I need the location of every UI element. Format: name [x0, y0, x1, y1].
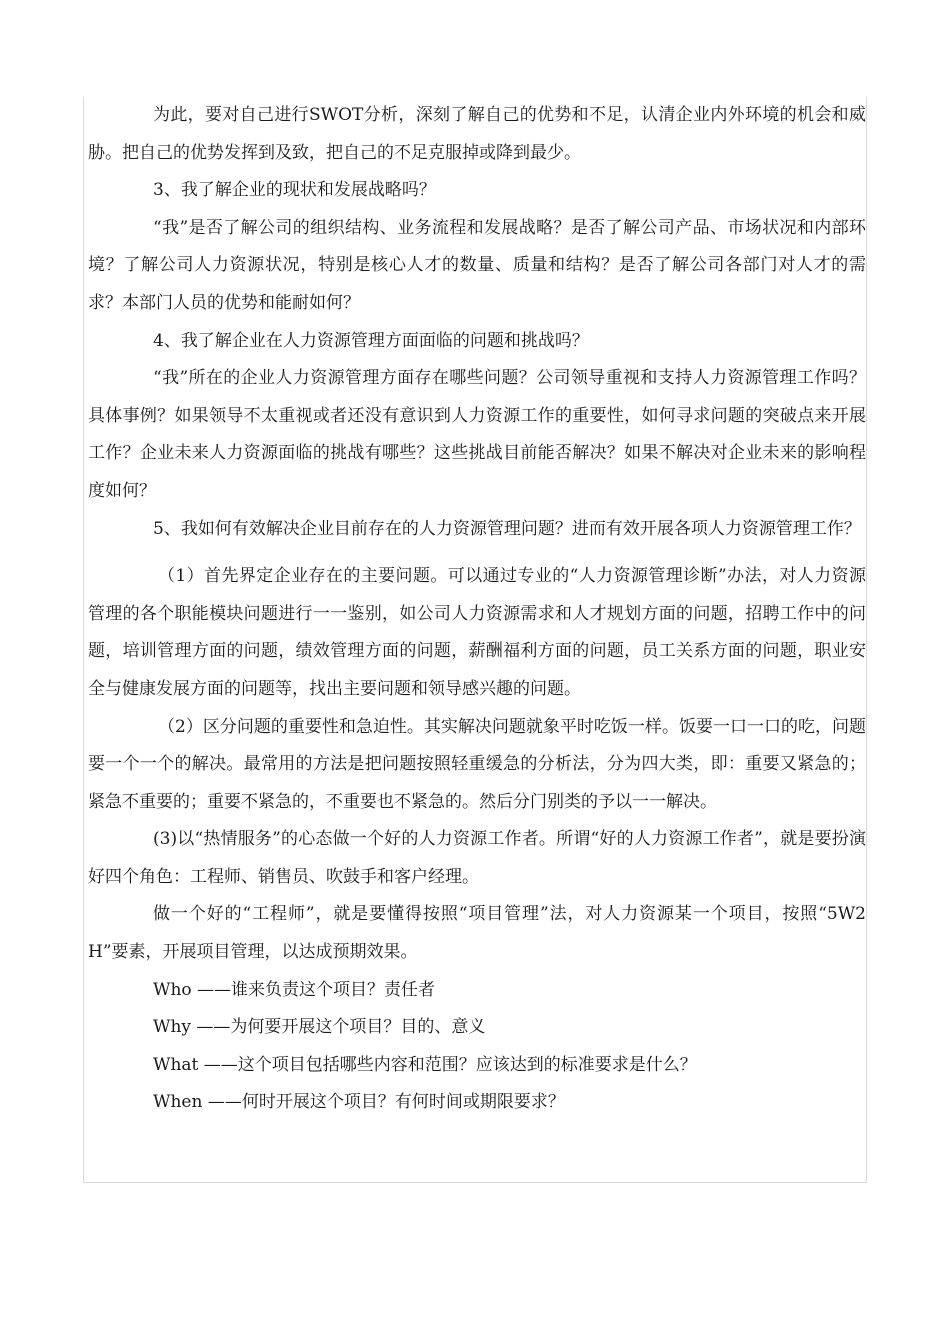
heading-question-5: 5、我如何有效解决企业目前存在的人力资源管理问题？进而有效开展各项人力资源管理工作？ — [153, 518, 861, 539]
paragraph-step-3: (3)以“热情服务”的心态做一个好的人力资源工作者。所谓“好的人力资源工作者”，就是要扮演好四个角色：工程师、销售员、吹鼓手和客户经理。 — [88, 829, 866, 887]
list-item-who: Who ——谁来负责这个项目？责任者 — [153, 979, 436, 1000]
paragraph-step-1: （1）首先界定企业存在的主要问题。可以通过专业的“人力资源管理诊断”办法，对人力资源管理的各个职能模块问题进行一一鉴别，如公司人力资源需求和人才规划方面的问题，招聘工作中的问题，培训管理方面的问题，绩效管理方面的问题，薪酬福利方面的问题，员工关系方面的问题，职业安全与健康发展方面的问题等，找出主要问题和领导感兴趣的问题。 — [88, 566, 866, 699]
list-item-when: When ——何时开展这个项目？有何时间或期限要求？ — [153, 1092, 565, 1113]
paragraph-engineer: 做一个好的“工程师”，就是要懂得按照“项目管理”法，对人力资源某一个项目，按照“5W2H”要素，开展项目管理，以达成预期效果。 — [88, 904, 866, 963]
paragraph-step-2: （2）区分问题的重要性和急迫性。其实解决问题就象平时吃饭一样。饭要一口一口的吃，问题要一个一个的解决。最常用的方法是把问题按照轻重缓急的分析法，分为四大类，即：重要又紧急的；紧急不重要的；重要不紧急的，不重要也不紧急的。然后分门别类的予以一一解决。 — [88, 716, 866, 812]
list-item-what: What ——这个项目包括哪些内容和范围？应该达到的标准要求是什么？ — [153, 1054, 697, 1075]
document-body — [88, 97, 866, 1122]
list-item-why: Why ——为何要开展这个项目？目的、意义 — [153, 1017, 486, 1038]
paragraph-company-status: “我”是否了解公司的组织结构、业务流程和发展战略？是否了解公司产品、市场状况和内部环境？了解公司人力资源状况，特别是核心人才的数量、质量和结构？是否了解公司各部门对人才的需求？本部门人员的优势和能耐如何？ — [88, 217, 866, 313]
heading-question-4: 4、我了解企业在人力资源管理方面面临的问题和挑战吗？ — [153, 330, 589, 351]
paragraph-swot: 为此，要对自己进行SWOT分析，深刻了解自己的优势和不足，认清企业内外环境的机会和威胁。把自己的优势发挥到及致，把自己的不足克服掉或降到最少。 — [88, 105, 866, 163]
heading-question-3: 3、我了解企业的现状和发展战略吗？ — [153, 180, 436, 201]
paragraph-hr-problems: “我”所在的企业人力资源管理方面存在哪些问题？公司领导重视和支持人力资源管理工作吗？具体事例？如果领导不太重视或者还没有意识到人力资源工作的重要性，如何寻求问题的突破点来开展工作？企业未来人力资源面临的挑战有哪些？这些挑战目前能否解决？如果不解决对企业未来的影响程度如何？ — [88, 368, 866, 501]
